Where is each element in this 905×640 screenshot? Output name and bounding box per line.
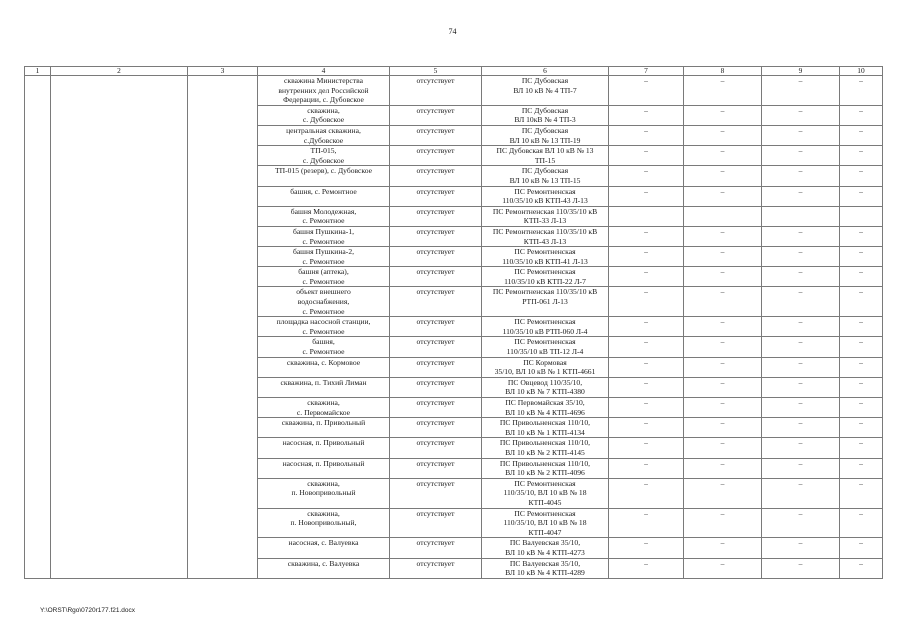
table-cell-power-source: ПС Первомайская 35/10, ВЛ 10 кВ № 4 КТП-4696 — [482, 398, 609, 418]
table-cell-power-source: ПС Привольненская 110/10, ВЛ 10 кВ № 1 КТП-4134 — [482, 418, 609, 438]
table-cell-col10: – — [840, 418, 883, 438]
table-cell-power-source: ПС Ремонтненская 110/35/10 кВ КТП-22 Л-7 — [482, 267, 609, 287]
table-cell-status: отсутствует — [390, 267, 482, 287]
table-cell-status: отсутствует — [390, 438, 482, 458]
table-cell-col9: – — [762, 538, 840, 558]
table-cell-col9: – — [762, 76, 840, 106]
table-cell-power-source: ПС Овцевод 110/35/10, ВЛ 10 кВ № 7 КТП-4380 — [482, 377, 609, 397]
table-cell-object: скважина Министерства внутренних дел Российской Федерации, с. Дубовское — [258, 76, 390, 106]
table-cell-object: башня Пушкина-2, с. Ремонтное — [258, 247, 390, 267]
table-cell-power-source: ПС Ремонтненская 110/35/10 кВ РТП-061 Л-13 — [482, 287, 609, 317]
table-cell-power-source: ПС Кормовая 35/10, ВЛ 10 кВ № 1 КТП-4661 — [482, 357, 609, 377]
table-cell-col7: – — [609, 146, 684, 166]
table-cell-col9: – — [762, 438, 840, 458]
table-cell-col10: – — [840, 438, 883, 458]
table-cell-object: скважина, п. Новопривольный, — [258, 508, 390, 538]
table-cell-power-source: ПС Дубовская ВЛ 10кВ № 4 ТП-3 — [482, 105, 609, 125]
table-cell-col8 — [684, 206, 762, 226]
table-cell-col10: – — [840, 558, 883, 578]
table-cell-col9: – — [762, 166, 840, 186]
table-cell-status: отсутствует — [390, 558, 482, 578]
table-cell-col10: – — [840, 105, 883, 125]
table-cell-col10 — [840, 206, 883, 226]
table-cell-col8: – — [684, 478, 762, 508]
table-row — [25, 76, 883, 106]
table-cell-col8: – — [684, 76, 762, 106]
table-cell-col10: – — [840, 247, 883, 267]
table-cell-col8: – — [684, 418, 762, 438]
table-cell-status: отсутствует — [390, 418, 482, 438]
table-cell-status: отсутствует — [390, 146, 482, 166]
table-cell-col9: – — [762, 337, 840, 357]
table-cell-col7: – — [609, 558, 684, 578]
table-cell-col8: – — [684, 186, 762, 206]
table-cell-power-source: ПС Ремонтненская 110/35/10 кВ КТП-43 Л-13 — [482, 186, 609, 206]
table-cell-power-source: ПС Дубовская ВЛ 10 кВ № 13 ТП-15 — [482, 166, 609, 186]
table-cell-col10: – — [840, 538, 883, 558]
table-cell-object: ТП-015, с. Дубовское — [258, 146, 390, 166]
table-cell-col9: – — [762, 125, 840, 145]
table-cell-power-source: ПС Дубовская ВЛ 10 кВ № 13 ТП-15 — [482, 146, 609, 166]
table-cell-col10: – — [840, 377, 883, 397]
table-cell-object: скважина, с. Кормовое — [258, 357, 390, 377]
table-cell-status: отсутствует — [390, 105, 482, 125]
table-cell-col7: – — [609, 166, 684, 186]
column-header: 1 — [25, 67, 51, 76]
table-cell-col8: – — [684, 538, 762, 558]
table-cell-col9: – — [762, 398, 840, 418]
column-header: 10 — [840, 67, 883, 76]
table-cell-col1-empty — [25, 76, 51, 579]
table-cell-col10: – — [840, 226, 883, 246]
table-cell-col9: – — [762, 146, 840, 166]
document-table — [24, 66, 883, 579]
table-cell-col9: – — [762, 247, 840, 267]
table-cell-status: отсутствует — [390, 538, 482, 558]
table-cell-col7: – — [609, 76, 684, 106]
table-cell-col8: – — [684, 125, 762, 145]
table-cell-col10: – — [840, 337, 883, 357]
table-cell-col9: – — [762, 377, 840, 397]
table-cell-object: башня Молодежная, с. Ремонтное — [258, 206, 390, 226]
table-cell-col7: – — [609, 226, 684, 246]
table-cell-col7: – — [609, 438, 684, 458]
table-cell-col9 — [762, 206, 840, 226]
table-cell-status: отсутствует — [390, 287, 482, 317]
table-cell-object: объект внешнего водоснабжения, с. Ремонтное — [258, 287, 390, 317]
table-cell-object: скважина, п. Тихий Лиман — [258, 377, 390, 397]
table-cell-col10: – — [840, 478, 883, 508]
table-cell-col9: – — [762, 105, 840, 125]
footer-file-path: Y:\ORST\Rgo\0720r177.f21.docx — [40, 607, 136, 614]
column-header: 9 — [762, 67, 840, 76]
table-cell-col8: – — [684, 398, 762, 418]
column-header: 6 — [482, 67, 609, 76]
table-cell-col9: – — [762, 418, 840, 438]
table-cell-object: центральная скважина, с.Дубовское — [258, 125, 390, 145]
table-cell-col10: – — [840, 317, 883, 337]
table-cell-status: отсутствует — [390, 508, 482, 538]
table-cell-object: башня, с. Ремонтное — [258, 337, 390, 357]
table-cell-status: отсутствует — [390, 125, 482, 145]
table-cell-object: площадка насосной станции, с. Ремонтное — [258, 317, 390, 337]
table-cell-status: отсутствует — [390, 317, 482, 337]
table-cell-col8: – — [684, 377, 762, 397]
table-cell-status: отсутствует — [390, 337, 482, 357]
table-cell-col7: – — [609, 267, 684, 287]
table-cell-object: скважина, п. Новопривольный — [258, 478, 390, 508]
table-cell-col9: – — [762, 508, 840, 538]
table-cell-col10: – — [840, 267, 883, 287]
table-cell-status: отсутствует — [390, 398, 482, 418]
table-cell-status: отсутствует — [390, 357, 482, 377]
column-header: 7 — [609, 67, 684, 76]
document-table-container — [24, 66, 882, 579]
table-cell-col10: – — [840, 125, 883, 145]
table-cell-col8: – — [684, 146, 762, 166]
table-cell-object: башня Пушкина-1, с. Ремонтное — [258, 226, 390, 246]
table-cell-col8: – — [684, 287, 762, 317]
table-cell-power-source: ПС Валуевская 35/10, ВЛ 10 кВ № 4 КТП-4273 — [482, 538, 609, 558]
table-cell-object: башня (аптека), с. Ремонтное — [258, 267, 390, 287]
table-cell-power-source: ПС Ремонтненская 110/35/10 кВ ТП-12 Л-4 — [482, 337, 609, 357]
column-header: 2 — [51, 67, 188, 76]
table-cell-col10: – — [840, 357, 883, 377]
table-cell-col7: – — [609, 418, 684, 438]
table-cell-col8: – — [684, 508, 762, 538]
table-cell-power-source: ПС Привольненская 110/10, ВЛ 10 кВ № 2 КТП-4096 — [482, 458, 609, 478]
table-cell-col9: – — [762, 558, 840, 578]
table-cell-col9: – — [762, 478, 840, 508]
table-cell-col7: – — [609, 287, 684, 317]
table-cell-status: отсутствует — [390, 186, 482, 206]
table-cell-col10: – — [840, 458, 883, 478]
table-cell-col9: – — [762, 317, 840, 337]
table-cell-power-source: ПС Ремонтненская 110/35/10 кВ КТП-41 Л-13 — [482, 247, 609, 267]
table-cell-col7: – — [609, 538, 684, 558]
table-cell-col8: – — [684, 337, 762, 357]
table-cell-col7 — [609, 206, 684, 226]
table-cell-col8: – — [684, 357, 762, 377]
table-cell-col10: – — [840, 398, 883, 418]
table-cell-col8: – — [684, 438, 762, 458]
table-cell-col7: – — [609, 337, 684, 357]
table-cell-power-source: ПС Ремонтненская 110/35/10, ВЛ 10 кВ № 18 КТП-4047 — [482, 508, 609, 538]
table-cell-col10: – — [840, 146, 883, 166]
table-cell-col9: – — [762, 458, 840, 478]
table-cell-col8: – — [684, 247, 762, 267]
column-header: 4 — [258, 67, 390, 76]
table-cell-object: скважина, с. Первомайское — [258, 398, 390, 418]
table-cell-col7: – — [609, 357, 684, 377]
table-cell-power-source: ПС Валуевская 35/10, ВЛ 10 кВ № 4 КТП-4289 — [482, 558, 609, 578]
table-cell-col8: – — [684, 558, 762, 578]
table-cell-col10: – — [840, 508, 883, 538]
table-cell-col7: – — [609, 125, 684, 145]
table-cell-status: отсутствует — [390, 458, 482, 478]
table-cell-col7: – — [609, 247, 684, 267]
column-header: 8 — [684, 67, 762, 76]
table-body — [25, 76, 883, 579]
column-header: 5 — [390, 67, 482, 76]
table-cell-col9: – — [762, 357, 840, 377]
table-cell-col10: – — [840, 186, 883, 206]
table-cell-object: скважина, с. Валуевка — [258, 558, 390, 578]
table-cell-power-source: ПС Ремонтненская 110/35/10 кВ КТП-43 Л-13 — [482, 226, 609, 246]
table-cell-object: насосная, п. Привольный — [258, 438, 390, 458]
table-cell-col10: – — [840, 166, 883, 186]
page-number: 74 — [448, 27, 457, 36]
table-cell-status: отсутствует — [390, 377, 482, 397]
table-cell-power-source: ПС Дубовская ВЛ 10 кВ № 4 ТП-7 — [482, 76, 609, 106]
table-cell-col10: – — [840, 287, 883, 317]
table-cell-status: отсутствует — [390, 247, 482, 267]
table-cell-col2-empty — [51, 76, 188, 579]
table-cell-col8: – — [684, 317, 762, 337]
table-cell-col9: – — [762, 186, 840, 206]
table-cell-col7: – — [609, 398, 684, 418]
table-cell-col9: – — [762, 226, 840, 246]
table-cell-col9: – — [762, 267, 840, 287]
table-cell-power-source: ПС Привольненская 110/10, ВЛ 10 кВ № 2 КТП-4145 — [482, 438, 609, 458]
table-cell-status: отсутствует — [390, 206, 482, 226]
table-cell-col7: – — [609, 317, 684, 337]
table-cell-status: отсутствует — [390, 478, 482, 508]
table-cell-col10: – — [840, 76, 883, 106]
table-cell-col8: – — [684, 105, 762, 125]
table-cell-col8: – — [684, 458, 762, 478]
table-cell-col3-empty — [188, 76, 258, 579]
table-cell-status: отсутствует — [390, 226, 482, 246]
table-cell-power-source: ПС Дубовская ВЛ 10 кВ № 13 ТП-19 — [482, 125, 609, 145]
column-header: 3 — [188, 67, 258, 76]
table-cell-object: ТП-015 (резерв), с. Дубовское — [258, 166, 390, 186]
table-cell-power-source: ПС Ремонтненская 110/35/10 кВ КТП-33 Л-13 — [482, 206, 609, 226]
table-cell-status: отсутствует — [390, 76, 482, 106]
table-cell-col7: – — [609, 105, 684, 125]
table-cell-col8: – — [684, 166, 762, 186]
table-cell-col9: – — [762, 287, 840, 317]
table-cell-object: башня, с. Ремонтное — [258, 186, 390, 206]
table-cell-object: насосная, с. Валуевка — [258, 538, 390, 558]
table-header-row — [25, 67, 883, 76]
table-cell-status: отсутствует — [390, 166, 482, 186]
table-cell-object: скважина, п. Привольный — [258, 418, 390, 438]
table-cell-col8: – — [684, 267, 762, 287]
table-cell-col7: – — [609, 478, 684, 508]
table-cell-object: насосная, п. Привольный — [258, 458, 390, 478]
table-cell-col7: – — [609, 377, 684, 397]
table-cell-object: скважина, с. Дубовское — [258, 105, 390, 125]
table-cell-col7: – — [609, 458, 684, 478]
table-cell-power-source: ПС Ремонтненская 110/35/10 кВ РТП-060 Л-4 — [482, 317, 609, 337]
table-cell-col7: – — [609, 186, 684, 206]
table-cell-col7: – — [609, 508, 684, 538]
table-cell-power-source: ПС Ремонтненская 110/35/10, ВЛ 10 кВ № 18 КТП-4045 — [482, 478, 609, 508]
table-cell-col8: – — [684, 226, 762, 246]
